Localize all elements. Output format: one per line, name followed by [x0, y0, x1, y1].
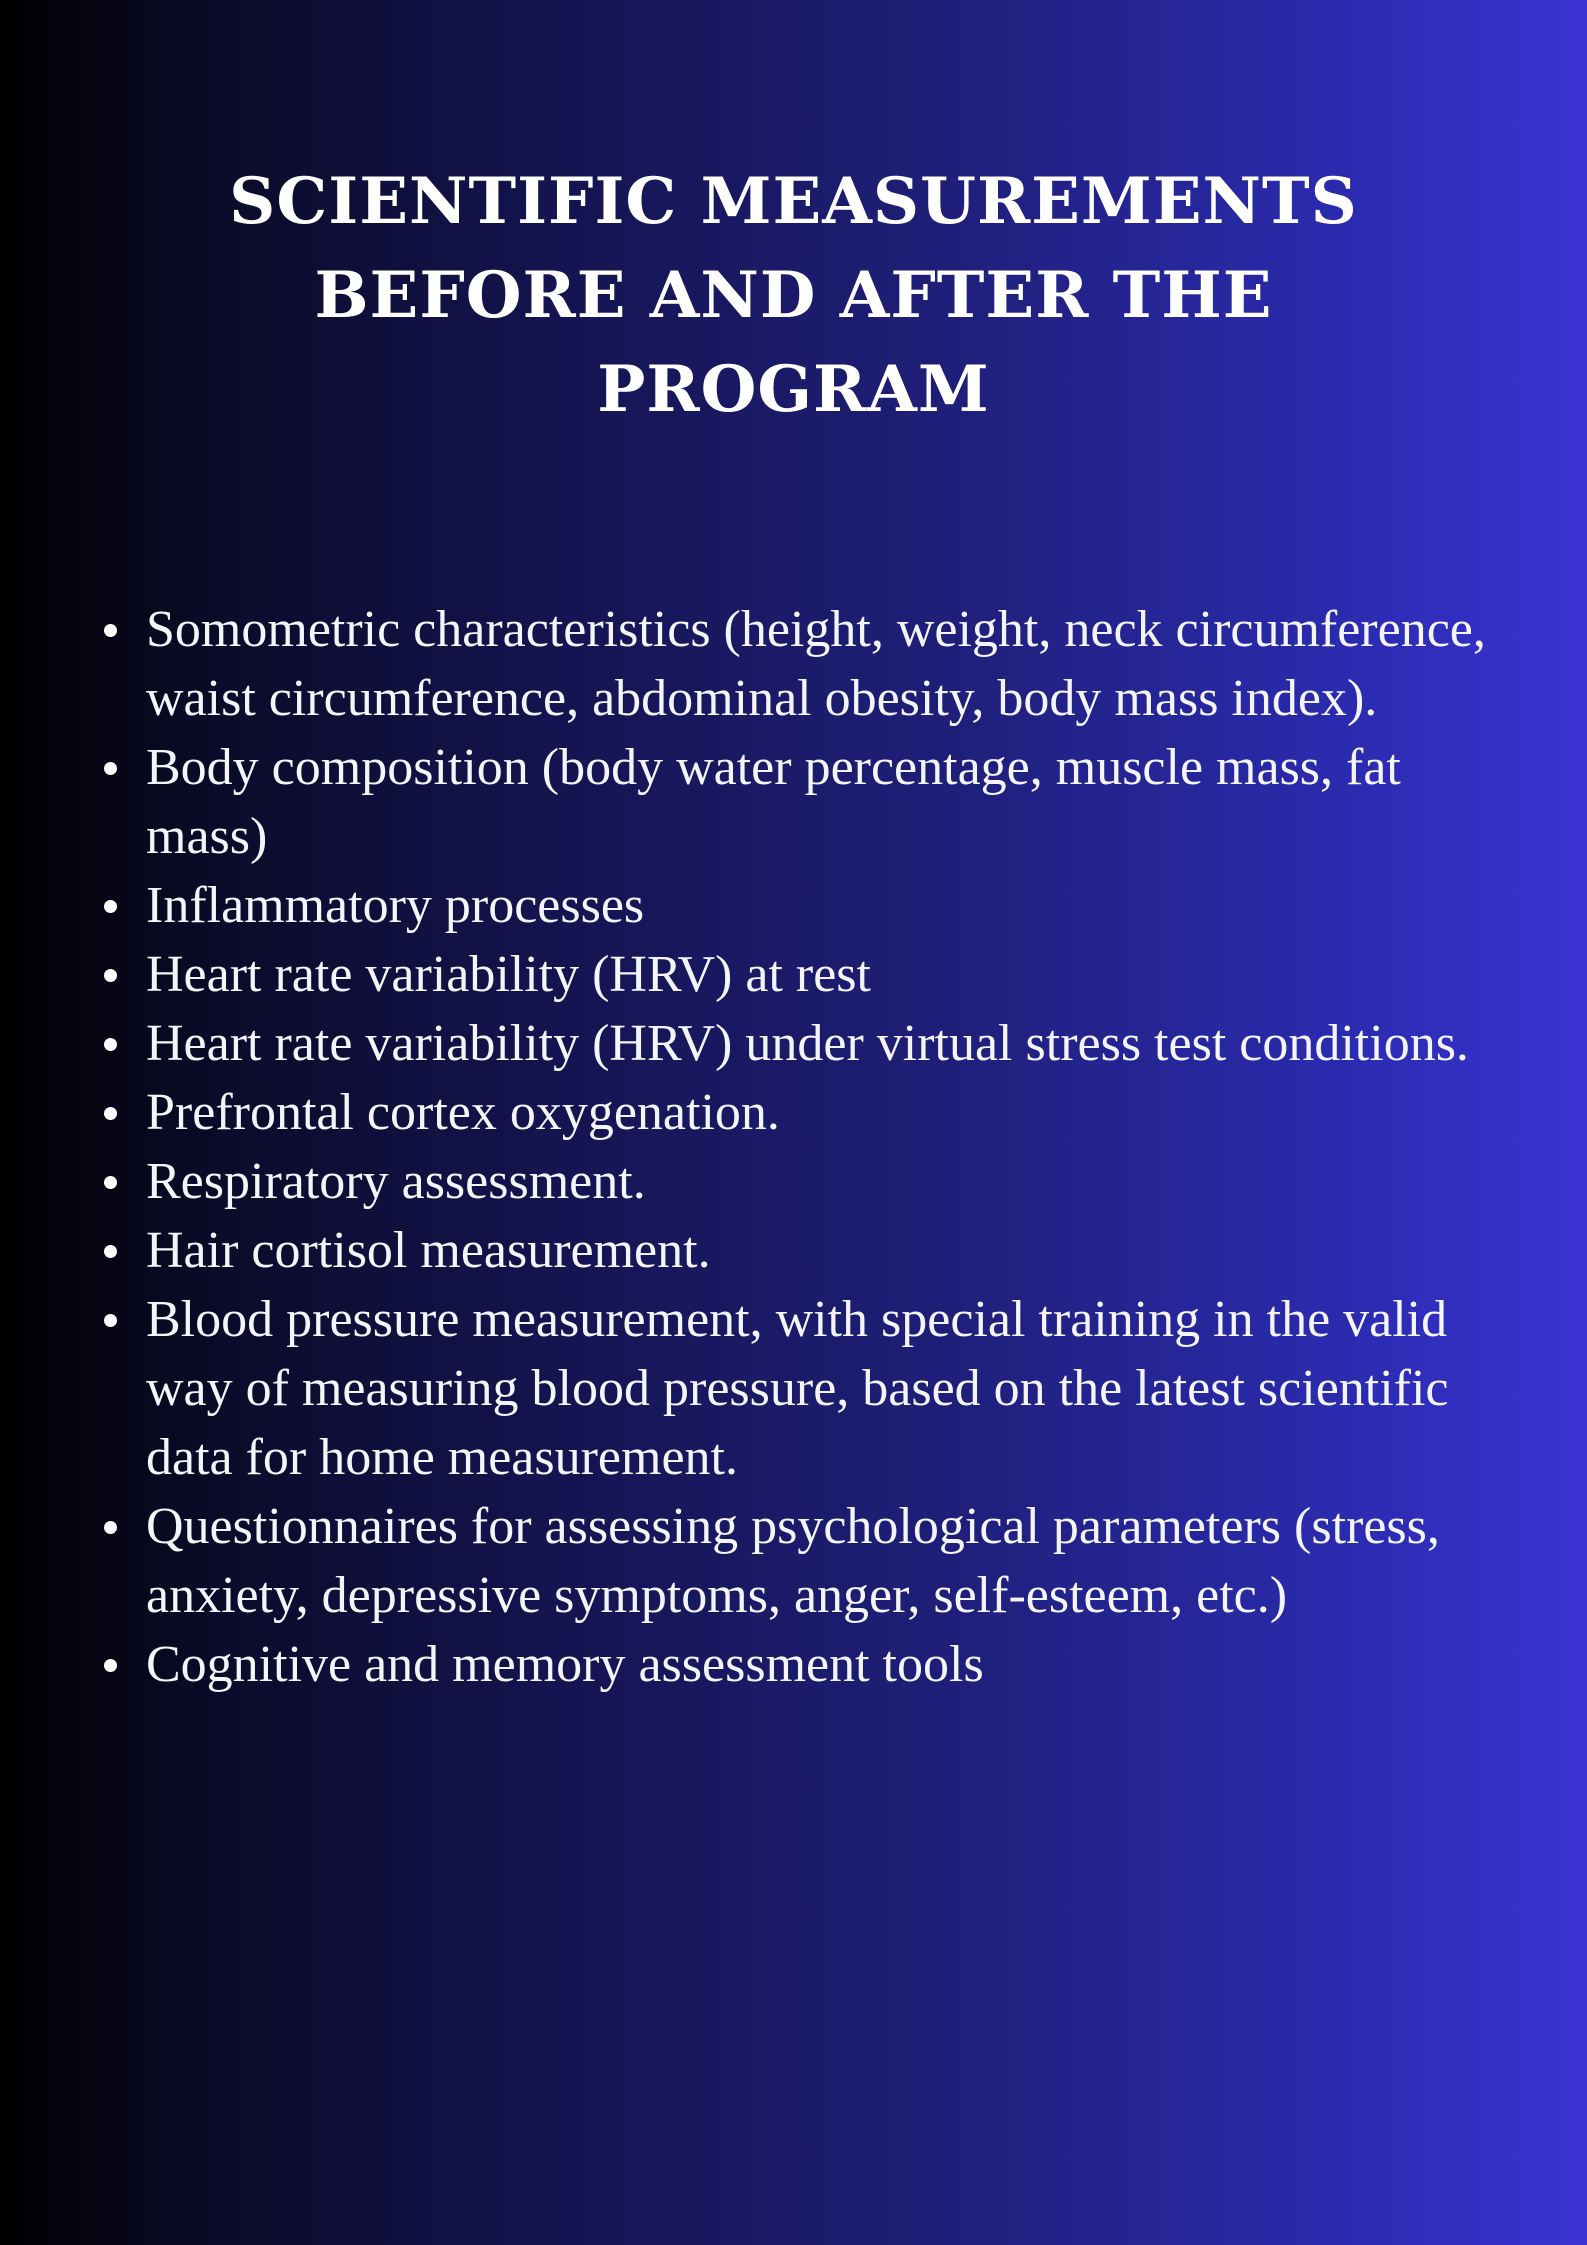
list-item-text: Blood pressure measurement, with special training in the valid way of measuring blood pressure, based on the latest scientific data for home measurement. [146, 1291, 1449, 1486]
page-title: SCIENTIFIC MEASUREMENTS BEFORE AND AFTER THE PROGRAM [229, 164, 1358, 427]
bullet-icon [104, 1038, 117, 1051]
list-item [100, 1216, 1520, 1285]
list-item-text: Body composition (body water percentage, muscle mass, fat mass) [146, 739, 1401, 865]
bullet-icon [104, 1521, 117, 1534]
bullet-icon [104, 900, 117, 913]
list-item [100, 1630, 1520, 1699]
list-item-text: Hair cortisol measurement. [146, 1222, 711, 1279]
list-item-text: Cognitive and memory assessment tools [146, 1636, 984, 1693]
list-item-text: Heart rate variability (HRV) at rest [146, 946, 871, 1003]
list-item [100, 871, 1520, 940]
list-item [100, 1147, 1520, 1216]
measurements-list [100, 595, 1520, 1699]
list-item-text: Heart rate variability (HRV) under virtual stress test conditions. [146, 1015, 1469, 1072]
bullet-icon [104, 1176, 117, 1189]
list-item-text: Inflammatory processes [146, 877, 645, 934]
list-item [100, 733, 1520, 871]
bullet-icon [104, 1314, 117, 1327]
list-item-text: Questionnaires for assessing psychological parameters (stress, anxiety, depressive symptoms, anger, self-esteem, etc.) [146, 1498, 1440, 1624]
bullet-icon [104, 624, 117, 637]
list-item-text: Respiratory assessment. [146, 1153, 646, 1210]
list-item [100, 1285, 1520, 1492]
bullet-icon [104, 1659, 117, 1672]
list-item [100, 940, 1520, 1009]
bullet-icon [104, 1245, 117, 1258]
list-item-text: Prefrontal cortex oxygenation. [146, 1084, 780, 1141]
bullet-icon [104, 1107, 117, 1120]
list-item [100, 1078, 1520, 1147]
list-item-text: Somometric characteristics (height, weight, neck circumference, waist circumference, abdominal obesity, body mass index). [146, 601, 1486, 727]
list-item [100, 595, 1520, 733]
bullet-icon [104, 762, 117, 775]
bullet-icon [104, 969, 117, 982]
list-item [100, 1492, 1520, 1630]
list-item [100, 1009, 1520, 1078]
